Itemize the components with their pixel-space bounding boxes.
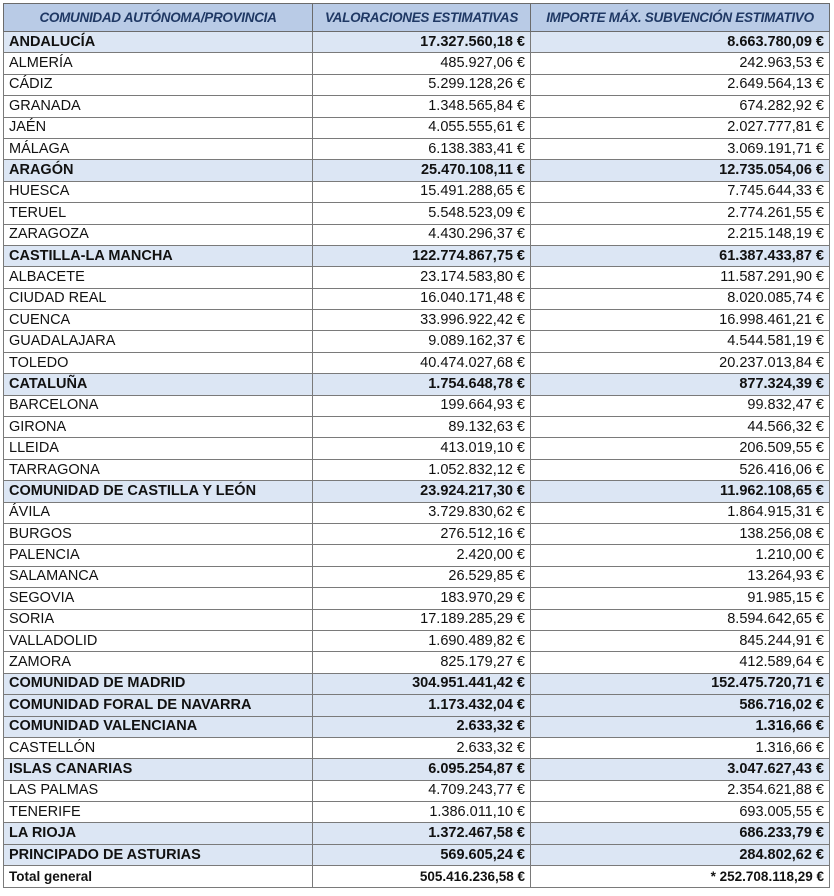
row-name-cell: CÁDIZ [4, 74, 313, 95]
row-valoracion-cell: 23.174.583,80 € [313, 267, 531, 288]
province-row [4, 630, 830, 651]
row-name-cell: TARRAGONA [4, 459, 313, 480]
row-name-cell: COMUNIDAD DE MADRID [4, 673, 313, 694]
community-row [4, 32, 830, 53]
row-name-cell: ISLAS CANARIAS [4, 759, 313, 780]
row-importe-cell: 1.210,00 € [531, 545, 830, 566]
row-importe-cell: 877.324,39 € [531, 374, 830, 395]
province-row [4, 181, 830, 202]
row-importe-cell: 8.594.642,65 € [531, 609, 830, 630]
province-row [4, 459, 830, 480]
row-name-cell: TENERIFE [4, 802, 313, 823]
row-valoracion-cell: 183.970,29 € [313, 588, 531, 609]
community-row [4, 245, 830, 266]
row-importe-cell: 3.069.191,71 € [531, 138, 830, 159]
header-comunidad: COMUNIDAD AUTÓNOMA/PROVINCIA [4, 4, 313, 32]
row-importe-cell: 1.316,66 € [531, 737, 830, 758]
row-name-cell: ZARAGOZA [4, 224, 313, 245]
province-row [4, 395, 830, 416]
province-row [4, 566, 830, 587]
row-valoracion-cell: 122.774.867,75 € [313, 245, 531, 266]
row-importe-cell: 1.864.915,31 € [531, 502, 830, 523]
row-name-cell: HUESCA [4, 181, 313, 202]
province-row [4, 96, 830, 117]
community-row [4, 481, 830, 502]
community-row [4, 759, 830, 780]
row-valoracion-cell: 3.729.830,62 € [313, 502, 531, 523]
row-valoracion-cell: 1.386.011,10 € [313, 802, 531, 823]
row-valoracion-cell: 304.951.441,42 € [313, 673, 531, 694]
row-importe-cell: 693.005,55 € [531, 802, 830, 823]
row-name-cell: TOLEDO [4, 352, 313, 373]
row-importe-cell: 206.509,55 € [531, 438, 830, 459]
row-name-cell: JAÉN [4, 117, 313, 138]
row-valoracion-cell: 23.924.217,30 € [313, 481, 531, 502]
row-name-cell: SALAMANCA [4, 566, 313, 587]
row-importe-cell: 242.963,53 € [531, 53, 830, 74]
province-row [4, 652, 830, 673]
province-row [4, 288, 830, 309]
row-name-cell: ÁVILA [4, 502, 313, 523]
header-valoraciones: VALORACIONES ESTIMATIVAS [313, 4, 531, 32]
community-row [4, 844, 830, 865]
row-name-cell: SEGOVIA [4, 588, 313, 609]
row-name-cell: ALMERÍA [4, 53, 313, 74]
row-importe-cell: 91.985,15 € [531, 588, 830, 609]
province-row [4, 310, 830, 331]
province-row [4, 117, 830, 138]
row-importe-cell: 2.649.564,13 € [531, 74, 830, 95]
province-row [4, 224, 830, 245]
row-name-cell: CASTILLA-LA MANCHA [4, 245, 313, 266]
province-row [4, 417, 830, 438]
community-row [4, 823, 830, 844]
row-name-cell: LLEIDA [4, 438, 313, 459]
row-importe-cell: 4.544.581,19 € [531, 331, 830, 352]
province-row [4, 588, 830, 609]
row-valoracion-cell: 413.019,10 € [313, 438, 531, 459]
province-row [4, 737, 830, 758]
row-valoracion-cell: 825.179,27 € [313, 652, 531, 673]
row-name-cell: CASTELLÓN [4, 737, 313, 758]
row-name-cell: VALLADOLID [4, 630, 313, 651]
row-name-cell: ALBACETE [4, 267, 313, 288]
row-valoracion-cell: 17.327.560,18 € [313, 32, 531, 53]
row-valoracion-cell: 6.095.254,87 € [313, 759, 531, 780]
row-valoracion-cell: 25.470.108,11 € [313, 160, 531, 181]
row-name-cell: CUENCA [4, 310, 313, 331]
row-name-cell: LA RIOJA [4, 823, 313, 844]
row-importe-cell: 2.215.148,19 € [531, 224, 830, 245]
row-importe-cell: 99.832,47 € [531, 395, 830, 416]
table-body [4, 32, 830, 888]
row-importe-cell: 526.416,06 € [531, 459, 830, 480]
row-importe-cell: 11.962.108,65 € [531, 481, 830, 502]
row-name-cell: SORIA [4, 609, 313, 630]
row-name-cell: GRANADA [4, 96, 313, 117]
row-valoracion-cell: 16.040.171,48 € [313, 288, 531, 309]
row-valoracion-cell: 5.299.128,26 € [313, 74, 531, 95]
row-valoracion-cell: 1.348.565,84 € [313, 96, 531, 117]
row-name-cell: TERUEL [4, 203, 313, 224]
province-row [4, 53, 830, 74]
row-valoracion-cell: 569.605,24 € [313, 844, 531, 865]
subsidy-table [3, 3, 830, 888]
row-valoracion-cell: 4.430.296,37 € [313, 224, 531, 245]
row-name-cell: CATALUÑA [4, 374, 313, 395]
header-row [4, 4, 830, 32]
row-valoracion-cell: 1.754.648,78 € [313, 374, 531, 395]
row-importe-cell: 284.802,62 € [531, 844, 830, 865]
row-valoracion-cell: 9.089.162,37 € [313, 331, 531, 352]
row-importe-cell: 686.233,79 € [531, 823, 830, 844]
row-valoracion-cell: 2.633,32 € [313, 716, 531, 737]
row-valoracion-cell: 6.138.383,41 € [313, 138, 531, 159]
row-importe-cell: 12.735.054,06 € [531, 160, 830, 181]
row-importe-cell: 586.716,02 € [531, 695, 830, 716]
total-row [4, 866, 830, 887]
row-valoracion-cell: 276.512,16 € [313, 523, 531, 544]
row-importe-cell: 20.237.013,84 € [531, 352, 830, 373]
province-row [4, 138, 830, 159]
row-importe-cell: 674.282,92 € [531, 96, 830, 117]
community-row [4, 716, 830, 737]
row-name-cell: ANDALUCÍA [4, 32, 313, 53]
row-importe-cell: 8.663.780,09 € [531, 32, 830, 53]
province-row [4, 523, 830, 544]
row-importe-cell: 3.047.627,43 € [531, 759, 830, 780]
row-valoracion-cell: 33.996.922,42 € [313, 310, 531, 331]
row-name-cell: COMUNIDAD VALENCIANA [4, 716, 313, 737]
row-valoracion-cell: 199.664,93 € [313, 395, 531, 416]
province-row [4, 780, 830, 801]
row-valoracion-cell: 505.416.236,58 € [313, 866, 531, 887]
row-valoracion-cell: 17.189.285,29 € [313, 609, 531, 630]
row-valoracion-cell: 1.173.432,04 € [313, 695, 531, 716]
row-name-cell: BARCELONA [4, 395, 313, 416]
row-valoracion-cell: 2.420,00 € [313, 545, 531, 566]
row-valoracion-cell: 89.132,63 € [313, 417, 531, 438]
row-importe-cell: 44.566,32 € [531, 417, 830, 438]
province-row [4, 545, 830, 566]
row-name-cell: COMUNIDAD FORAL DE NAVARRA [4, 695, 313, 716]
row-importe-cell: 412.589,64 € [531, 652, 830, 673]
row-name-cell: LAS PALMAS [4, 780, 313, 801]
row-valoracion-cell: 4.055.555,61 € [313, 117, 531, 138]
community-row [4, 695, 830, 716]
row-importe-cell: 1.316,66 € [531, 716, 830, 737]
province-row [4, 802, 830, 823]
row-valoracion-cell: 1.372.467,58 € [313, 823, 531, 844]
province-row [4, 203, 830, 224]
row-importe-cell: 2.354.621,88 € [531, 780, 830, 801]
row-name-cell: COMUNIDAD DE CASTILLA Y LEÓN [4, 481, 313, 502]
row-valoracion-cell: 15.491.288,65 € [313, 181, 531, 202]
row-valoracion-cell: 26.529,85 € [313, 566, 531, 587]
row-importe-cell: 845.244,91 € [531, 630, 830, 651]
row-name-cell: ARAGÓN [4, 160, 313, 181]
row-name-cell: GUADALAJARA [4, 331, 313, 352]
row-importe-cell: 138.256,08 € [531, 523, 830, 544]
row-name-cell: ZAMORA [4, 652, 313, 673]
row-valoracion-cell: 1.690.489,82 € [313, 630, 531, 651]
row-valoracion-cell: 40.474.027,68 € [313, 352, 531, 373]
province-row [4, 438, 830, 459]
row-importe-cell: 2.774.261,55 € [531, 203, 830, 224]
row-importe-cell: 61.387.433,87 € [531, 245, 830, 266]
row-valoracion-cell: 485.927,06 € [313, 53, 531, 74]
province-row [4, 331, 830, 352]
row-importe-cell: 7.745.644,33 € [531, 181, 830, 202]
community-row [4, 673, 830, 694]
province-row [4, 502, 830, 523]
province-row [4, 609, 830, 630]
row-importe-cell: 8.020.085,74 € [531, 288, 830, 309]
province-row [4, 267, 830, 288]
row-name-cell: CIUDAD REAL [4, 288, 313, 309]
row-name-cell: BURGOS [4, 523, 313, 544]
community-row [4, 160, 830, 181]
province-row [4, 352, 830, 373]
province-row [4, 74, 830, 95]
row-importe-cell: 16.998.461,21 € [531, 310, 830, 331]
row-valoracion-cell: 5.548.523,09 € [313, 203, 531, 224]
row-importe-cell: 13.264,93 € [531, 566, 830, 587]
row-name-cell: MÁLAGA [4, 138, 313, 159]
row-name-cell: PRINCIPADO DE ASTURIAS [4, 844, 313, 865]
row-importe-cell: 152.475.720,71 € [531, 673, 830, 694]
header-importe: IMPORTE MÁX. SUBVENCIÓN ESTIMATIVO [531, 4, 830, 32]
row-importe-cell: 2.027.777,81 € [531, 117, 830, 138]
row-valoracion-cell: 2.633,32 € [313, 737, 531, 758]
row-importe-cell: * 252.708.118,29 € [531, 866, 830, 887]
row-name-cell: Total general [4, 866, 313, 887]
row-name-cell: GIRONA [4, 417, 313, 438]
community-row [4, 374, 830, 395]
row-valoracion-cell: 4.709.243,77 € [313, 780, 531, 801]
row-valoracion-cell: 1.052.832,12 € [313, 459, 531, 480]
row-name-cell: PALENCIA [4, 545, 313, 566]
row-importe-cell: 11.587.291,90 € [531, 267, 830, 288]
